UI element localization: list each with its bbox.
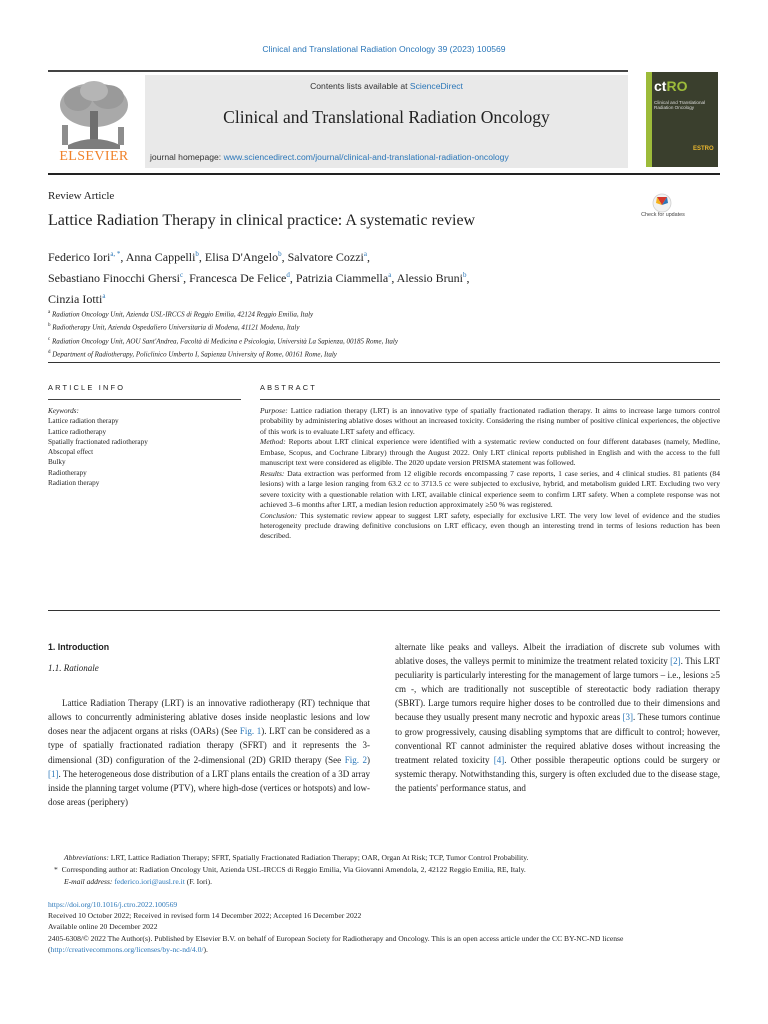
journal-citation[interactable]: Clinical and Translational Radiation Oncology 39 (2023) 100569 bbox=[262, 44, 506, 54]
author-affiliation-mark[interactable]: b bbox=[195, 250, 199, 258]
affiliation-list bbox=[48, 307, 668, 360]
body-right-column bbox=[395, 640, 720, 795]
keywords-block bbox=[48, 406, 243, 488]
affiliation-item: $^b$ Radiotherapy Unit, Azienda Ospedaliero Universitaria di Modena, 41121 Modena, Italy bbox=[48, 323, 300, 332]
author-name[interactable]: Sebastiano Finocchi Ghersi bbox=[48, 271, 180, 285]
author-affiliation-mark[interactable]: a bbox=[388, 271, 392, 279]
author-name[interactable]: Patrizia Ciammella bbox=[295, 271, 389, 285]
received-dates: Received 10 October 2022; Received in revised form 14 December 2022; Accepted 16 December 2022 bbox=[48, 911, 362, 921]
author-separator: , bbox=[391, 271, 397, 285]
author-list bbox=[48, 245, 668, 308]
email-link[interactable]: federico.iori@ausl.re.it bbox=[114, 877, 185, 886]
copyright-notice: 2405-6308/© 2022 The Author(s). Published by Elsevier B.V. on behalf of European Society for Radiotherapy and Oncology. This is an open access article under the CC BY-NC-ND license (http://creativecommons.org/licenses/by-nc-nd/4.0/). bbox=[48, 933, 624, 954]
available-online: Available online 20 December 2022 bbox=[48, 922, 158, 932]
contents-line bbox=[145, 81, 628, 91]
intro-paragraph: Lattice Radiation Therapy (LRT) is an innovative radiotherapy (RT) technique that allows to concurrently administering ablative doses inside neoplastic lesions and low doses near the adjacent organs at risks (OARs) (See Fig. 1). LRT can be considered as a type of spatially fractionated radiation therapy (SFRT) and it represents the 3-dimensional (3D) configuration of the 2-dimensional (2D) GRID therapy (See Fig. 2) [1]. The heterogeneous dose distribution of a LRT plans entails the creation of a 3D array inside the planning target volume (PTV), where high-dose (vertices or hotspots) and low-dose areas (periphery) bbox=[48, 698, 371, 807]
author-separator: , bbox=[198, 250, 205, 264]
cover-accent-bar bbox=[646, 72, 652, 167]
article-info-rule bbox=[48, 399, 241, 400]
license-link[interactable]: http://creativecommons.org/licenses/by-nc-nd/4.0/ bbox=[50, 944, 204, 954]
keywords-list bbox=[48, 416, 243, 488]
contents-prefix: Contents lists available at bbox=[310, 81, 410, 91]
footnotes bbox=[48, 852, 720, 888]
elsevier-wordmark: ELSEVIER bbox=[59, 149, 129, 164]
homepage-label: journal homepage: bbox=[150, 152, 224, 162]
affiliation-item: $^a$ Radiation Oncology Unit, Azienda USL-IRCCS di Reggio Emilia, 42124 Reggio Emilia, Italy bbox=[48, 310, 314, 319]
journal-cover[interactable] bbox=[646, 72, 718, 167]
header-bottom-rule bbox=[48, 173, 720, 175]
doi-link[interactable]: https://doi.org/10.1016/j.ctro.2022.100569 bbox=[48, 900, 178, 909]
author-name[interactable]: Alessio Bruni bbox=[396, 271, 463, 285]
figure-1-link[interactable]: Fig. 1 bbox=[239, 726, 262, 737]
author-separator: , bbox=[367, 250, 370, 264]
abstract-bottom-rule bbox=[48, 610, 720, 611]
affiliation-item: $^c$ Radiation Oncology Unit, AOU Sant'Andrea, Facoltà di Medicina e Psicologia, Università La Sapienza, 00185 Rome, Italy bbox=[48, 336, 398, 345]
email-footnote: E-mail address: federico.iori@ausl.re.it (F. Iori). bbox=[64, 877, 213, 886]
keyword-item: Radiotherapy bbox=[48, 468, 87, 477]
abstract-conclusion: Conclusion: This systematic review appear to suggest LRT safety, especially for exclusive LRT. The very low level of evidence and the studies heterogeneity preclude drawing definitive conclusions on LRT efficacy, even though an interesting trend in terms of lesions reduction has been described. bbox=[260, 510, 720, 541]
article-title: Lattice Radiation Therapy in clinical practice: A systematic review bbox=[48, 212, 476, 229]
author-affiliation-mark[interactable]: b bbox=[463, 271, 467, 279]
abbreviations-footnote: Abbreviations: LRT, Lattice Radiation Therapy; SFRT, Spatially Fractionated Radiation Therapy; OAR, Organ At Risk; TCP, Tumor Control Probability. bbox=[64, 853, 529, 862]
author-affiliation-mark[interactable]: a, * bbox=[110, 250, 121, 258]
reference-2-link[interactable]: [2] bbox=[670, 656, 681, 667]
keywords-label: Keywords: bbox=[48, 407, 79, 415]
check-for-updates-icon[interactable] bbox=[646, 193, 678, 227]
journal-homepage bbox=[150, 152, 628, 162]
cover-estro-logo: ESTRO bbox=[693, 146, 714, 152]
author-separator: , bbox=[281, 250, 288, 264]
author-affiliation-mark[interactable]: d bbox=[286, 271, 290, 279]
corresponding-author-footnote: * Corresponding author at: Radiation Oncology Unit, Azienda USL-IRCCS di Reggio Emilia, Via Giovanni Amendola, 2, 42122 Reggio Emilia, RE, Italy. bbox=[54, 865, 526, 874]
section-heading: 1. Introduction bbox=[48, 642, 110, 652]
abstract-method: Method: Reports about LRT clinical experience were identified with a systematic review conducted on four different databases (namely, Medline, Embase, Scopus, and Cochrane Library) through the August 2022. Only LRT clinical reports published in English and with the access to the full manuscript text were considered as eligible. The 2020 update version PRISMA statement was followed. bbox=[260, 437, 720, 468]
author-name[interactable]: Francesca De Felice bbox=[189, 271, 287, 285]
intro-paragraph-continued: alternate like peaks and valleys. Albeit the irradiation of discrete sub volumes with ablative doses, the valleys permit to minimize the treatment related toxicity [2]. This LRT peculiarity is particularly interesting for the management of large tumors – i.e., lesions ≥5 cm -, which are traditionally not susceptible of stereotactic body radiation therapy (SBRT). Large tumors require higher doses to be controlled due to their dimensions and because they usually present many necrotic and hypoxic areas [3]. These tumors continue to grow progressively, causing disabling symptoms that are difficult to control; however, conventional RT cannot administer the required ablative doses without increasing the treatment related toxicity [4]. Other possible therapeutic options could be surgery or systemic therapy. Notwithstanding this, surgery is often excluded due to the disease stage, the patients' performance status, and bbox=[395, 642, 720, 793]
author-name[interactable]: Salvatore Cozzi bbox=[287, 250, 364, 264]
author-name[interactable]: Federico Iori bbox=[48, 250, 111, 264]
reference-1-link[interactable]: [1] bbox=[48, 768, 59, 779]
affiliation-item: $^d$ Department of Radiotherapy, Policlinico Umberto I, Sapienza University of Rome, 00161 Rome, Italy bbox=[48, 349, 337, 359]
keyword-item: Radiation therapy bbox=[48, 479, 100, 488]
article-metadata bbox=[48, 899, 720, 955]
article-type: Review Article bbox=[48, 190, 115, 202]
article-info-heading: ARTICLE INFO bbox=[48, 383, 126, 392]
journal-title: Clinical and Translational Radiation Oncology bbox=[223, 107, 550, 127]
author-affiliation-mark[interactable]: a bbox=[363, 250, 367, 258]
keyword-item: Bulky bbox=[48, 458, 66, 467]
cover-subtitle: Clinical and Translational Radiation Oncology bbox=[654, 100, 706, 111]
keyword-item: Lattice radiation therapy bbox=[48, 417, 119, 426]
author-affiliation-mark[interactable]: b bbox=[278, 250, 282, 258]
header-rule bbox=[48, 70, 628, 72]
section-rule bbox=[48, 362, 720, 363]
subsection-heading: 1.1. Rationale bbox=[48, 663, 99, 674]
keyword-item: Spatially fractionated radiotherapy bbox=[48, 437, 148, 446]
check-for-updates-label[interactable]: Check for updates bbox=[641, 212, 685, 218]
abstract-rule bbox=[260, 399, 720, 400]
figure-2-link[interactable]: Fig. 2 bbox=[344, 754, 367, 765]
abstract-purpose: Purpose: Lattice radiation therapy (LRT) is an innovative type of spatially fractionated radiation therapy. It aims to increase large tumors control probability by administering ablative doses without an increased toxicity. Considering the rising number of positive clinical experiences, the objective of this work is to evaluate LRT safety and efficacy. bbox=[260, 406, 720, 436]
cover-title: ctRO bbox=[654, 78, 688, 94]
author-name[interactable]: Anna Cappelli bbox=[125, 250, 196, 264]
author-separator: , bbox=[289, 271, 296, 285]
author-name[interactable]: Elisa D'Angelo bbox=[204, 250, 279, 264]
keyword-item: Abscopal effect bbox=[48, 448, 94, 457]
reference-3-link[interactable]: [3] bbox=[622, 712, 634, 723]
homepage-link[interactable]: www.sciencedirect.com/journal/clinical-and-translational-radiation-oncology bbox=[223, 152, 509, 162]
abstract-heading: ABSTRACT bbox=[260, 383, 318, 392]
abstract-text bbox=[260, 406, 720, 542]
author-name[interactable]: Cinzia Iotti bbox=[48, 292, 103, 306]
abstract-results: Results: Data extraction was performed from 12 eligible records encompassing 7 case reports, 1 case series, and 4 clinical studies. 81 patients (84 lesions) with a large lesion ranging from 63.2 cc to 3713.5 cc were subjected to exclusive, hybrid, and metabolism guided LRT. Excluding two very severe toxicity with a questionable relation with LRT, available clinical experience seem to confirm LRT safety. When a complete response was not achieved 3–6 months after LRT, a median lesion reduction approximately ≥50 % was registered. bbox=[260, 468, 720, 510]
author-affiliation-mark[interactable]: c bbox=[179, 271, 184, 279]
author-affiliation-mark[interactable]: a bbox=[102, 292, 106, 300]
body-left-column bbox=[48, 640, 370, 809]
sciencedirect-link[interactable]: ScienceDirect bbox=[409, 81, 463, 91]
keyword-item: Lattice radiotherapy bbox=[48, 427, 107, 436]
author-separator: , bbox=[183, 271, 190, 285]
author-separator: , bbox=[120, 250, 126, 264]
reference-4-link[interactable]: [4] bbox=[493, 754, 505, 765]
author-separator: , bbox=[466, 271, 470, 285]
